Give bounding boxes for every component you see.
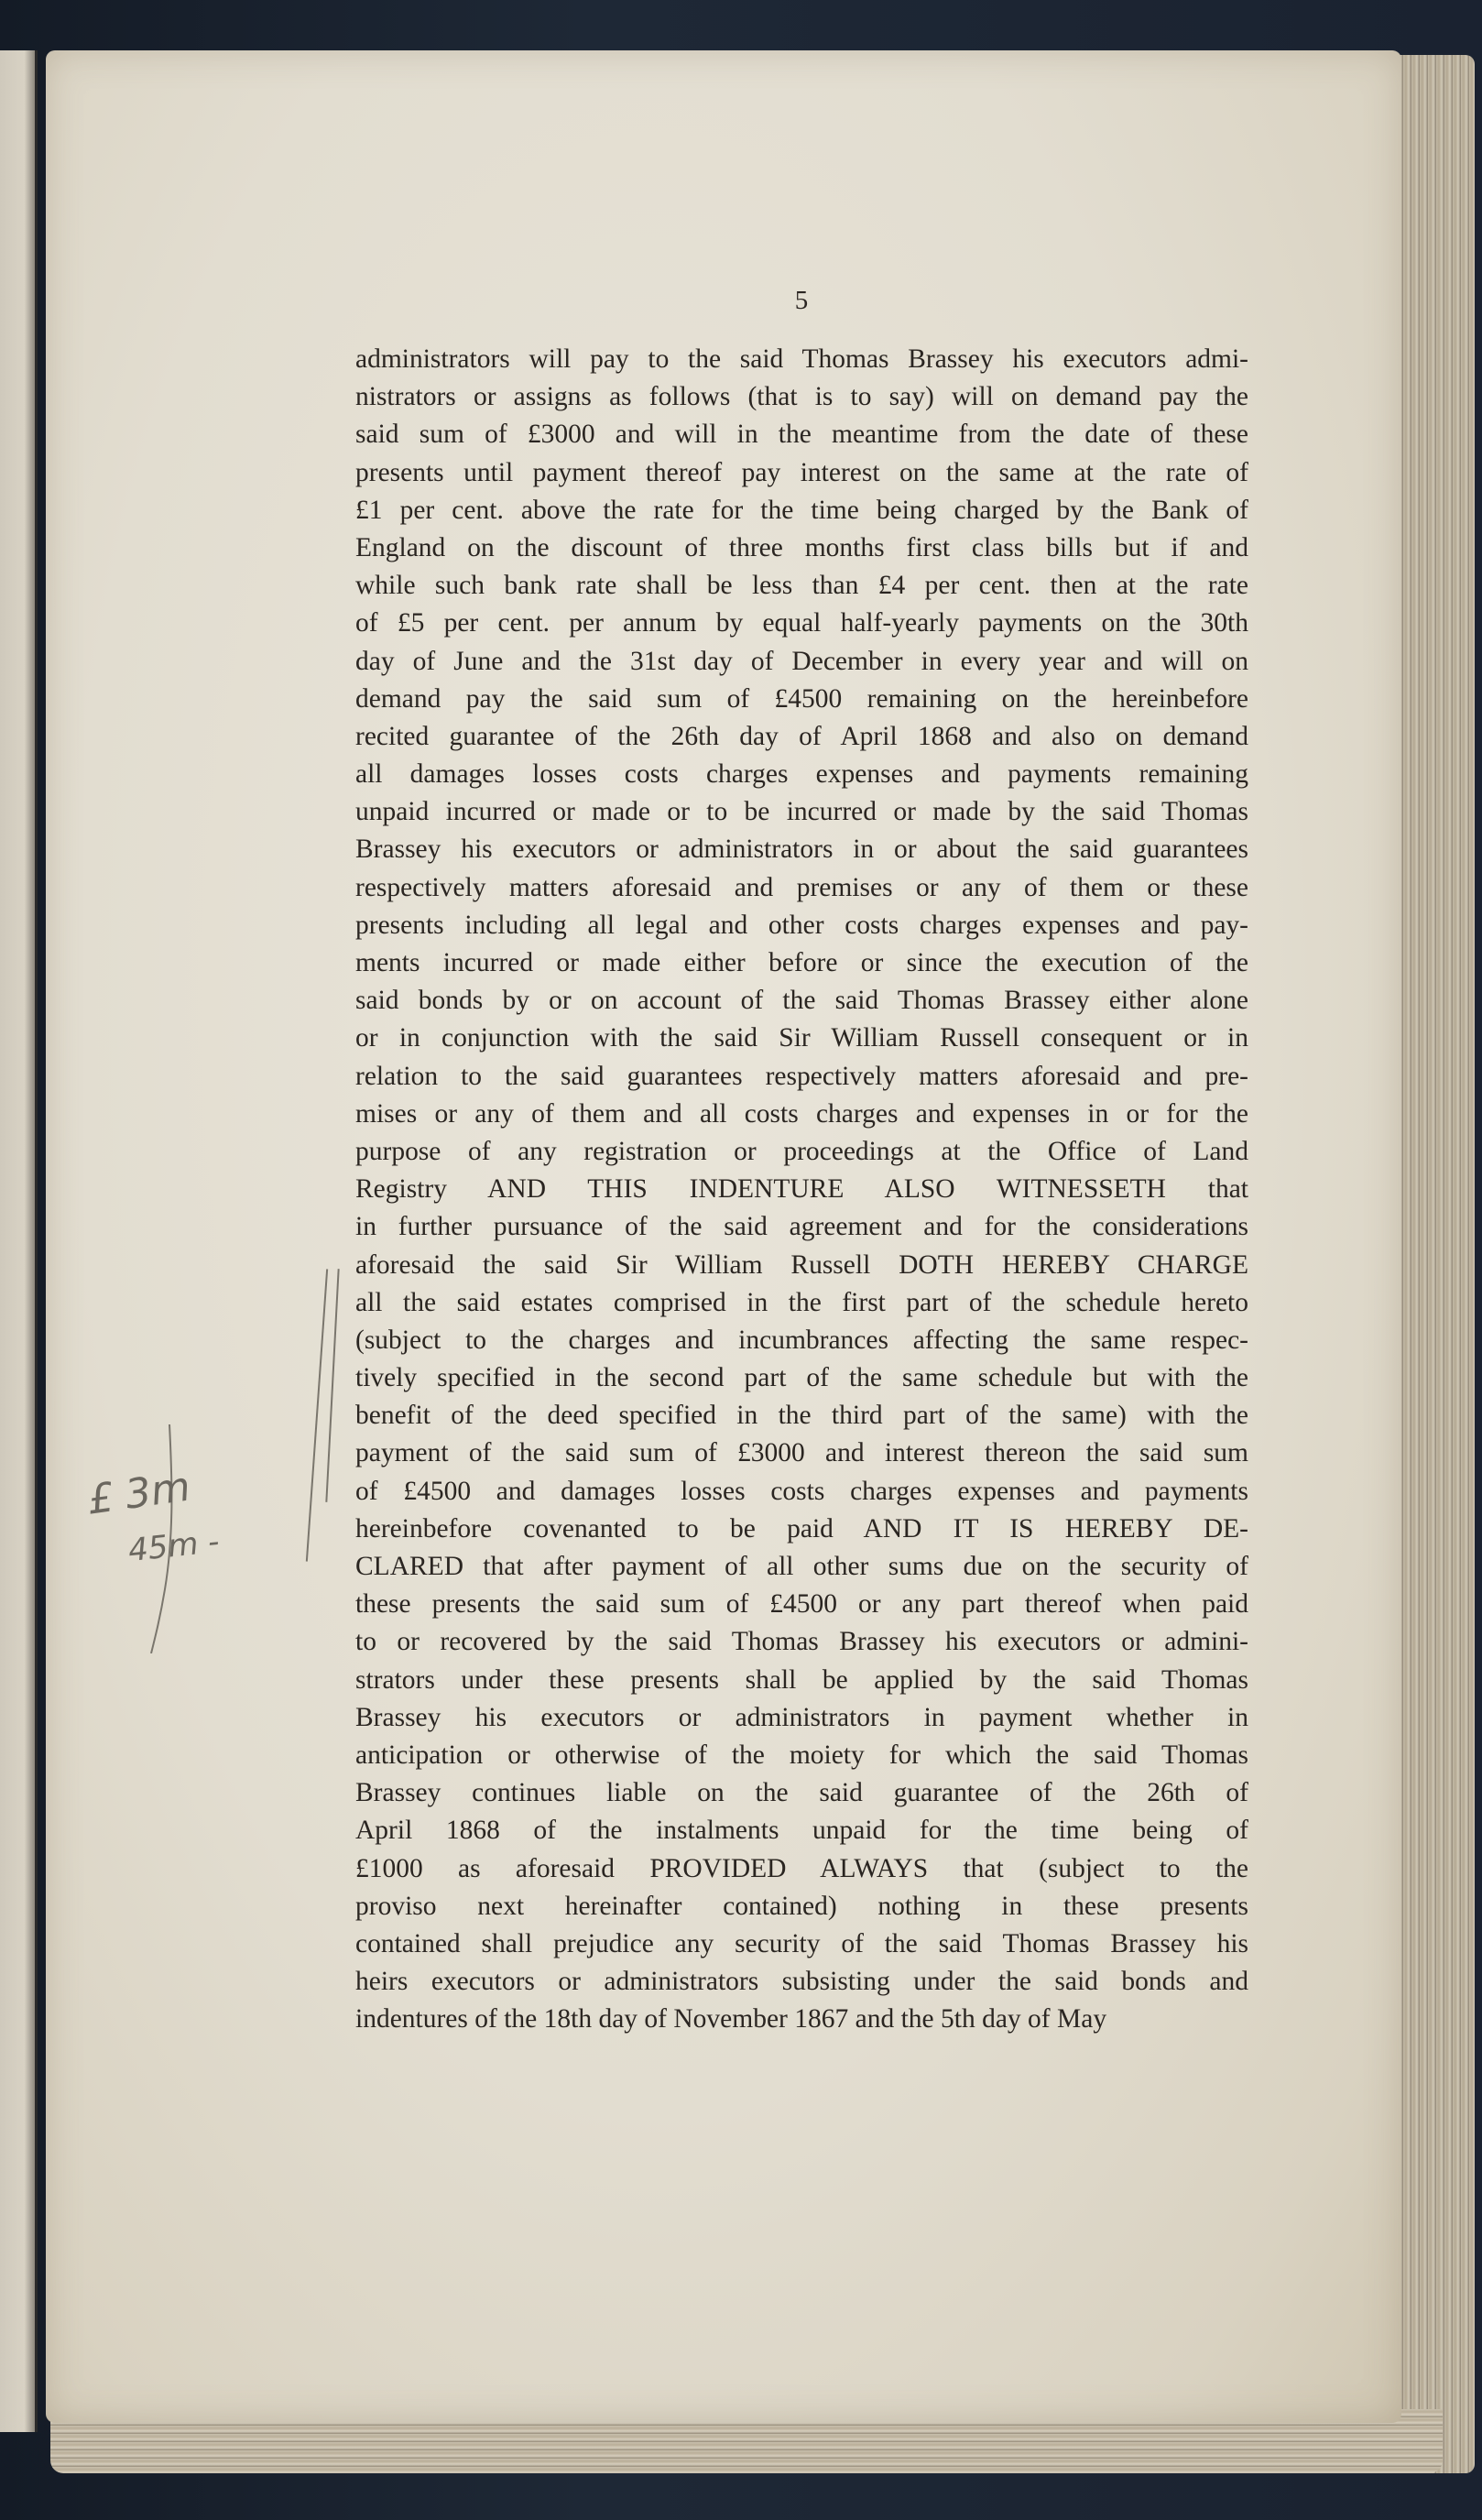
text-line: Brassey his executors or administrators in payment whether in: [355, 1702, 1248, 1732]
text-line: these presents the said sum of £4500 or any part thereof when paid: [355, 1589, 1248, 1620]
text-line: strators under these presents shall be applied by the said Thomas: [355, 1664, 1248, 1695]
text-line: indentures of the 18th day of November 1867 and the 5th day of May: [355, 2004, 1107, 2035]
text-line: April 1868 of the instalments unpaid for the time being of: [355, 1816, 1248, 1846]
text-line: of £4500 and damages losses costs charges expenses and payments: [355, 1476, 1248, 1506]
text-line: presents until payment thereof pay interest on the same at the rate of: [355, 457, 1248, 487]
previous-page-edge: [0, 50, 38, 2432]
text-line: presents including all legal and other costs charges expenses and pay-: [355, 910, 1248, 940]
text-line: contained shall prejudice any security of the said Thomas Brassey his: [355, 1928, 1248, 1958]
text-line: said bonds by or on account of the said Thomas Brassey either alone: [355, 986, 1248, 1016]
text-line: purpose of any registration or proceedings at the Office of Land: [355, 1136, 1248, 1166]
text-line: respectively matters aforesaid and premises or any of them or these: [355, 872, 1248, 902]
text-line: unpaid incurred or made or to be incurred or made by the said Thomas: [355, 797, 1248, 827]
text-line: Registry AND THIS INDENTURE ALSO WITNESSETH that: [355, 1174, 1248, 1205]
margin-note-amount-2: 45m -: [126, 1522, 222, 1570]
text-line: Brassey his executors or administrators in or about the said guarantees: [355, 835, 1248, 865]
text-line: (subject to the charges and incumbrances affecting the same respec-: [355, 1325, 1248, 1355]
text-line: anticipation or otherwise of the moiety for which the said Thomas: [355, 1740, 1248, 1770]
text-line: Brassey continues liable on the said guarantee of the 26th of: [355, 1778, 1248, 1808]
text-line: while such bank rate shall be less than £4 per cent. then at the rate: [355, 571, 1248, 601]
text-line: of £5 per cent. per annum by equal half-yearly payments on the 30th: [355, 608, 1248, 638]
text-line: heirs executors or administrators subsisting under the said bonds and: [355, 1967, 1248, 1997]
text-line: administrators will pay to the said Thomas Brassey his executors admi-: [355, 344, 1248, 374]
body-text: [355, 341, 1248, 2038]
page-number: 5: [794, 286, 809, 315]
text-line: nistrators or assigns as follows (that is to say) will on demand pay the: [355, 382, 1248, 412]
text-line: relation to the said guarantees respectively matters aforesaid and pre-: [355, 1061, 1248, 1091]
text-line: said sum of £3000 and will in the meantime from the date of these: [355, 420, 1248, 450]
margin-note-amount-1: £ 3m: [84, 1463, 193, 1524]
text-line: England on the discount of three months first class bills but if and: [355, 532, 1248, 562]
text-line: all damages losses costs charges expenses and payments remaining: [355, 759, 1248, 790]
text-line: hereinbefore covenanted to be paid AND IT IS HEREBY DE-: [355, 1513, 1248, 1544]
text-line: benefit of the deed specified in the third part of the same) with the: [355, 1401, 1248, 1431]
text-line: ments incurred or made either before or since the execution of the: [355, 948, 1248, 977]
text-line: CLARED that after payment of all other sums due on the security of: [355, 1552, 1248, 1581]
text-line: mises or any of them and all costs charges and expenses in or for the: [355, 1098, 1248, 1129]
text-line: £1000 as aforesaid PROVIDED ALWAYS that (subject to the: [355, 1853, 1248, 1883]
text-line: £1 per cent. above the rate for the time being charged by the Bank of: [355, 495, 1248, 525]
text-line: in further pursuance of the said agreement and for the considerations: [355, 1212, 1248, 1242]
text-line: recited guarantee of the 26th day of April 1868 and also on demand: [355, 721, 1248, 751]
text-line: aforesaid the said Sir William Russell DOTH HEREBY CHARGE: [355, 1249, 1248, 1280]
text-line: proviso next hereinafter contained) nothing in these presents: [355, 1891, 1248, 1921]
text-line: day of June and the 31st day of December in every year and will on: [355, 646, 1248, 676]
text-line: demand pay the said sum of £4500 remaining on the hereinbefore: [355, 683, 1248, 714]
text-line: all the said estates comprised in the first part of the schedule hereto: [355, 1287, 1248, 1317]
text-line: payment of the said sum of £3000 and interest thereon the said sum: [355, 1438, 1248, 1468]
text-line: tively specified in the second part of the same schedule but with the: [355, 1363, 1248, 1393]
text-line: to or recovered by the said Thomas Brassey his executors or admini-: [355, 1627, 1248, 1657]
text-line: or in conjunction with the said Sir William Russell consequent or in: [355, 1023, 1248, 1053]
